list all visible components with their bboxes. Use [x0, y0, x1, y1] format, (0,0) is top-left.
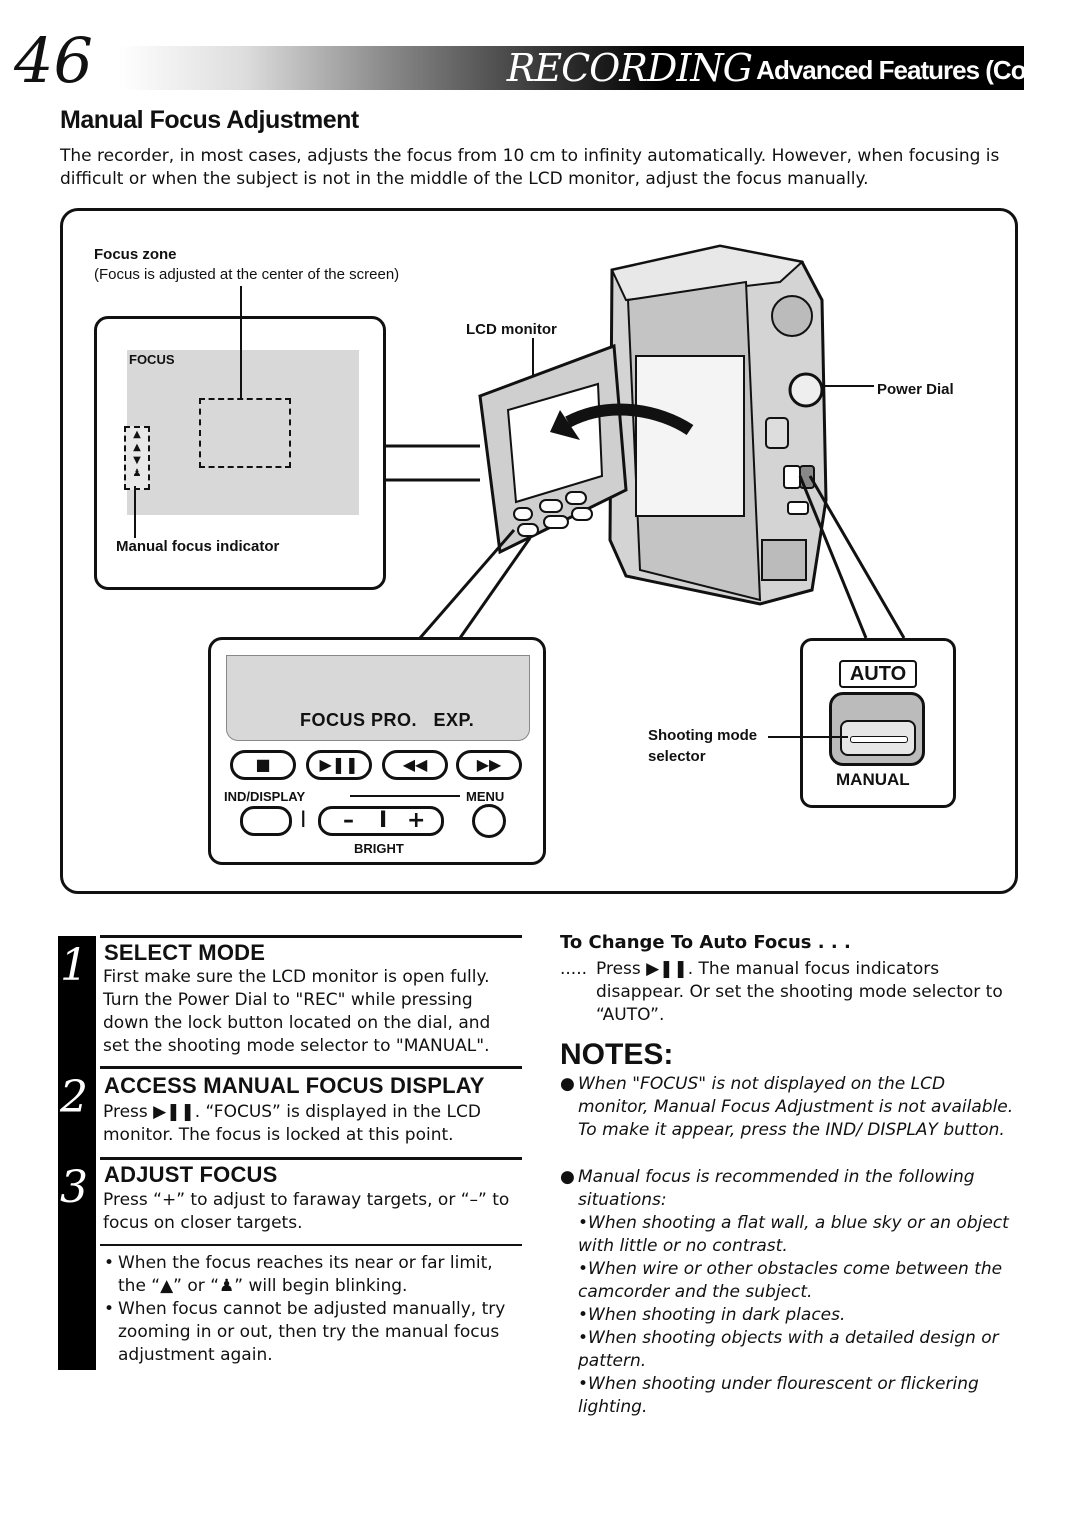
note-subitem: •When shooting in dark places.: [578, 1305, 846, 1325]
screen-focus-label: FOCUS: [129, 352, 175, 367]
step-number: 2: [60, 1072, 88, 1123]
rewind-button[interactable]: ◀◀: [382, 750, 448, 780]
step-body: Press ▶❚❚. “FOCUS” is displayed in the LCD monitor. The focus is locked at this point.: [103, 1102, 481, 1145]
shooting-mode-leader: [768, 736, 848, 738]
focus-zone-note: (Focus is adjusted at the center of the screen): [94, 266, 400, 283]
step-title: ADJUST FOCUS: [104, 1162, 278, 1187]
minus-label: –: [343, 808, 354, 833]
intro-paragraph: The recorder, in most cases, adjusts the focus from 10 cm to infinity automatically. However, when focusing is difficult or when the subject is not in the middle of the LCD monitor, adjust the focus manually.: [60, 146, 1000, 189]
auto-label: AUTO: [839, 660, 917, 688]
header-subsection: Advanced Features (Cont.): [756, 55, 1062, 85]
note-text: Manual focus is recommended in the following situations:: [578, 1167, 975, 1210]
play-pause-button[interactable]: ▶❚❚: [306, 750, 372, 780]
ind-display-label: IND/DISPLAY: [224, 789, 306, 804]
note-text: When "FOCUS" is not displayed on the LCD monitor, Manual Focus Adjustment is not available. To make it appear, press the IND/ DISPLAY button.: [578, 1074, 1014, 1140]
menu-label: MENU: [466, 789, 505, 804]
bullets-rule: [100, 1244, 522, 1246]
step-body: Press “+” to adjust to faraway targets, or “–” to focus on closer targets.: [103, 1190, 510, 1233]
step-title: SELECT MODE: [104, 940, 266, 965]
panel-lcd-text: FOCUS PRO. EXP.: [300, 710, 475, 730]
steps-bar: [58, 936, 96, 1370]
bullet-text: When the focus reaches its near or far limit, the “▲” or “♟” will begin blinking.: [118, 1253, 493, 1296]
focus-zone-label: Focus zone: [94, 246, 177, 263]
manual-focus-indicator-icon: ▲ ▲ ▼ ♟: [124, 426, 150, 490]
note-subitem: •When wire or other obstacles come between the camcorder and the subject.: [578, 1259, 1003, 1302]
step-number: 3: [60, 1162, 88, 1213]
step-rule: [100, 1157, 522, 1160]
auto-focus-text: Press ▶❚❚. The manual focus indicators disappear. Or set the shooting mode selector to “AUTO”.: [596, 959, 1003, 1025]
bright-label: BRIGHT: [354, 841, 404, 856]
shooting-mode-label: Shooting mode: [648, 727, 758, 744]
note-subitems: [578, 1212, 1022, 1419]
auto-focus-title: To Change To Auto Focus . . .: [560, 932, 851, 953]
auto-focus-dots: .....: [560, 959, 588, 979]
bullet-text: When focus cannot be adjusted manually, try zooming in or out, then try the manual focus adjustment again.: [118, 1299, 506, 1365]
bright-separator: I: [300, 808, 307, 833]
step-number: 1: [60, 940, 88, 991]
note-subitem: •When shooting under flourescent or flickering lighting.: [578, 1374, 979, 1417]
menu-button[interactable]: [472, 804, 506, 838]
bullet-item: • When the focus reaches its near or far limit, the “▲” or “♟” will begin blinking. • When focus cannot be adjusted manually, try zooming in or out, then try the manual focus adjustment again.: [104, 1252, 522, 1367]
manual-focus-indicator-label: Manual focus indicator: [116, 538, 280, 555]
power-dial-label: Power Dial: [877, 381, 954, 398]
notes-title: NOTES:: [560, 1038, 674, 1071]
ind-display-button[interactable]: [240, 806, 292, 836]
note-subitem: •When shooting a flat wall, a blue sky or an object with little or no contrast.: [578, 1213, 1009, 1256]
manual-label: MANUAL: [836, 770, 910, 789]
bright-rocker[interactable]: [318, 806, 444, 836]
plus-label: +: [407, 808, 426, 833]
section-title: Manual Focus Adjustment: [60, 106, 359, 134]
note-item: ● When "FOCUS" is not displayed on the LCD monitor, Manual Focus Adjustment is not available. To make it appear, press the IND/ DISPLAY button.: [560, 1073, 1020, 1142]
step-rule: [100, 935, 522, 938]
lcd-monitor-label: LCD monitor: [466, 321, 557, 338]
step-body: First make sure the LCD monitor is open fully. Turn the Power Dial to "REC" while pressing down the lock button located on the dial, and set the shooting mode selector to "MANUAL".: [103, 967, 491, 1056]
stop-button[interactable]: ■: [230, 750, 296, 780]
page-number: 46: [14, 24, 93, 97]
step-rule: [100, 1066, 522, 1069]
menu-divider: [350, 795, 460, 797]
fast-forward-button[interactable]: ▶▶: [456, 750, 522, 780]
note-subitem: •When shooting objects with a detailed design or pattern.: [578, 1328, 999, 1371]
header-section: RECORDING: [506, 46, 752, 90]
step-title: ACCESS MANUAL FOCUS DISPLAY: [104, 1073, 485, 1098]
auto-focus-body: [560, 958, 1020, 1027]
slider-mark: [850, 736, 908, 743]
rocker-divider: I: [379, 808, 388, 833]
shooting-mode-label-2: selector: [648, 748, 706, 765]
note-item: ● Manual focus is recommended in the following situations:: [560, 1166, 1020, 1212]
